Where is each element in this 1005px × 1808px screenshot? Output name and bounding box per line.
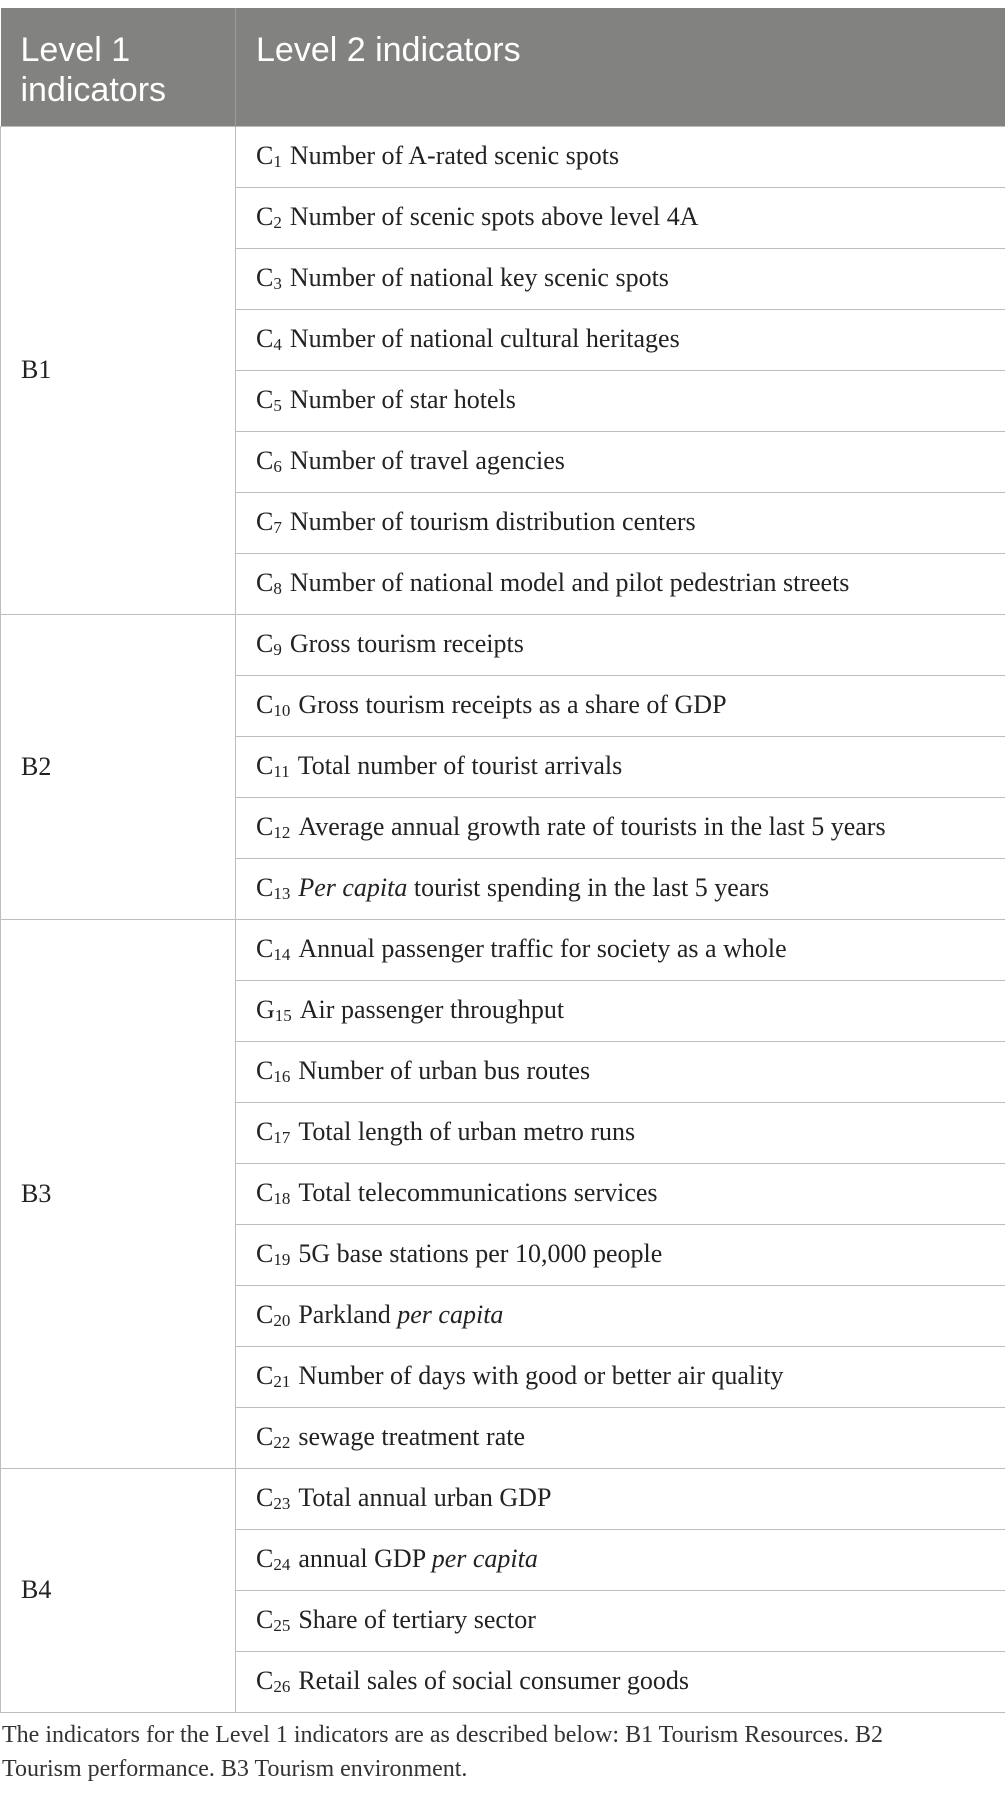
indicator-code-subscript: 24 (273, 1555, 291, 1574)
indicator-code-subscript: 8 (273, 579, 282, 598)
indicator-code (256, 202, 282, 231)
level2-indicator-cell (236, 675, 1005, 736)
level2-indicator-cell (236, 370, 1005, 431)
indicator-text-italic: Per capita (298, 873, 408, 902)
indicator-text-suffix: tourist spending in the last 5 years (407, 873, 770, 902)
footnote-line-2: Tourism performance. B3 Tourism environment. (2, 1756, 468, 1782)
indicator-code-letter: C (256, 1056, 274, 1085)
indicator-code-subscript: 3 (273, 274, 282, 293)
level2-indicator-cell (236, 309, 1005, 370)
level2-indicator-cell (236, 187, 1005, 248)
indicator-code (256, 1056, 290, 1085)
indicator-code-subscript: 2 (273, 213, 282, 232)
indicator-text-italic: per capita (397, 1300, 504, 1329)
header-level1-line2: indicators (20, 71, 167, 109)
indicator-text: Number of national key scenic spots (289, 263, 669, 292)
indicator-code-letter: C (256, 446, 274, 475)
level2-indicator-cell (236, 553, 1005, 614)
indicator-code-letter: C (256, 385, 274, 414)
indicator-code-subscript: 16 (273, 1067, 291, 1086)
indicator-text: Air passenger throughput (299, 995, 565, 1024)
indicator-text: Share of tertiary sector (298, 1605, 536, 1634)
indicator-table-container (0, 8, 1005, 1713)
indicator-code (256, 385, 282, 414)
indicator-code (256, 934, 290, 963)
indicator-code-subscript: 22 (273, 1433, 291, 1452)
indicator-code-letter: G (256, 995, 275, 1024)
level2-indicator-cell (236, 736, 1005, 797)
indicator-code-subscript: 5 (273, 396, 282, 415)
level2-indicator-cell (236, 614, 1005, 675)
indicator-code-letter: C (256, 1178, 274, 1207)
indicator-code-subscript: 25 (273, 1616, 291, 1635)
indicator-code-subscript: 7 (273, 518, 282, 537)
indicator-code-subscript: 4 (273, 335, 282, 354)
level2-indicator-cell (236, 1529, 1005, 1590)
indicator-code-letter: C (256, 629, 274, 658)
indicator-text: Number of national cultural heritages (289, 324, 680, 353)
indicator-text: Total length of urban metro runs (298, 1117, 636, 1146)
indicator-code-subscript: 9 (273, 640, 282, 659)
indicator-code-letter: C (256, 324, 274, 353)
indicator-text: Total annual urban GDP (298, 1483, 552, 1512)
level2-indicator-cell (236, 1285, 1005, 1346)
level2-indicator-cell (236, 919, 1005, 980)
indicator-code-subscript: 13 (273, 884, 291, 903)
indicator-code-letter: C (256, 1483, 274, 1512)
indicator-code (256, 507, 282, 536)
level2-indicator-cell (236, 1346, 1005, 1407)
indicator-code-letter: C (256, 1544, 274, 1573)
table-header-row (1, 8, 1005, 126)
indicator-code-letter: C (256, 1300, 274, 1329)
indicator-text: Gross tourism receipts as a share of GDP (298, 690, 727, 719)
indicator-text: Gross tourism receipts (289, 629, 524, 658)
header-level2-indicators: Level 2 indicators (236, 8, 1005, 126)
indicator-code-subscript: 12 (273, 823, 291, 842)
indicator-text: Annual passenger traffic for society as a whole (298, 934, 787, 963)
table-row (1, 614, 1005, 675)
level2-indicator-cell (236, 248, 1005, 309)
indicator-code-letter: C (256, 507, 274, 536)
indicator-code-letter: C (256, 202, 274, 231)
indicator-code-letter: C (256, 1422, 274, 1451)
header-level1-line1: Level 1 (20, 31, 131, 69)
indicator-code (256, 812, 290, 841)
level2-indicator-cell (236, 1041, 1005, 1102)
indicator-code-subscript: 26 (273, 1677, 291, 1696)
indicator-code-subscript: 15 (274, 1006, 292, 1025)
indicator-code-subscript: 1 (273, 152, 282, 171)
indicator-text: Number of urban bus routes (298, 1056, 591, 1085)
indicator-text: Number of star hotels (289, 385, 516, 414)
indicator-code-subscript: 17 (273, 1128, 291, 1147)
indicator-code-letter: C (256, 141, 274, 170)
indicator-code-subscript: 10 (273, 701, 291, 720)
table-row (1, 919, 1005, 980)
level1-indicator-cell: B1 (1, 126, 236, 614)
indicator-text: Retail sales of social consumer goods (298, 1666, 689, 1695)
indicator-code-letter: C (256, 873, 274, 902)
indicator-code (256, 1666, 290, 1695)
table-footnote (2, 1718, 1002, 1786)
indicator-code-letter: C (256, 1666, 274, 1695)
indicator-code (256, 324, 282, 353)
table-body (1, 126, 1005, 1712)
indicator-code (256, 1300, 290, 1329)
indicator-text: Total number of tourist arrivals (297, 751, 623, 780)
level1-indicator-cell: B3 (1, 919, 236, 1468)
indicator-code (256, 1544, 290, 1573)
indicator-code (256, 1483, 290, 1512)
table-row (1, 1468, 1005, 1529)
indicator-text: annual GDP (298, 1544, 432, 1573)
level2-indicator-cell (236, 1224, 1005, 1285)
indicator-code (256, 263, 282, 292)
indicator-code-letter: C (256, 263, 274, 292)
indicator-text: Number of days with good or better air quality (298, 1361, 784, 1390)
indicator-code (256, 1239, 290, 1268)
indicator-code-letter: C (256, 568, 274, 597)
indicator-code-subscript: 19 (273, 1250, 291, 1269)
indicator-code (256, 1117, 290, 1146)
indicator-code-letter: C (256, 934, 274, 963)
level2-indicator-cell (236, 1590, 1005, 1651)
indicator-code (256, 1361, 290, 1390)
level2-indicator-cell (236, 1102, 1005, 1163)
level2-indicator-cell (236, 797, 1005, 858)
level2-indicator-cell (236, 980, 1005, 1041)
table-row (1, 126, 1005, 187)
indicator-code-subscript: 14 (273, 945, 291, 964)
indicator-code (256, 446, 282, 475)
level1-indicator-cell: B2 (1, 614, 236, 919)
indicator-text: Number of A-rated scenic spots (289, 141, 620, 170)
indicator-code-subscript: 18 (273, 1189, 291, 1208)
level1-indicator-cell: B4 (1, 1468, 236, 1712)
indicator-code-letter: C (256, 751, 274, 780)
indicator-code-letter: C (256, 812, 274, 841)
indicator-text: Number of tourism distribution centers (289, 507, 696, 536)
indicator-code (256, 1422, 290, 1451)
indicator-code (256, 690, 290, 719)
indicator-code (256, 873, 290, 902)
level2-indicator-cell (236, 126, 1005, 187)
indicator-code-subscript: 21 (273, 1372, 291, 1391)
indicator-code-letter: C (256, 1605, 274, 1634)
header-level1-indicators (1, 8, 236, 126)
indicator-text: Number of travel agencies (289, 446, 565, 475)
level2-indicator-cell (236, 1468, 1005, 1529)
indicator-code (256, 1178, 290, 1207)
indicator-text: Number of scenic spots above level 4A (289, 202, 699, 231)
indicator-code (256, 568, 282, 597)
level2-indicator-cell (236, 431, 1005, 492)
footnote-line-1: The indicators for the Level 1 indicators are as described below: B1 Tourism Resources. B2 (2, 1722, 883, 1748)
indicator-text: Parkland (298, 1300, 398, 1329)
indicator-text: Total telecommunications services (298, 1178, 658, 1207)
indicator-code-subscript: 11 (273, 762, 290, 781)
level2-indicator-cell (236, 492, 1005, 553)
indicator-text: sewage treatment rate (298, 1422, 525, 1451)
indicator-text: 5G base stations per 10,000 people (298, 1239, 663, 1268)
indicator-code (256, 751, 290, 780)
indicator-code (256, 1605, 290, 1634)
indicator-code (256, 629, 282, 658)
level2-indicator-cell (236, 858, 1005, 919)
indicator-code (256, 995, 292, 1024)
level2-indicator-cell (236, 1407, 1005, 1468)
indicator-code-letter: C (256, 1361, 274, 1390)
indicator-text: Number of national model and pilot pedestrian streets (289, 568, 850, 597)
indicator-code-letter: C (256, 1239, 274, 1268)
indicator-code-subscript: 20 (273, 1311, 291, 1330)
indicator-code-letter: C (256, 690, 274, 719)
indicator-code-subscript: 6 (273, 457, 282, 476)
indicator-text-italic: per capita (431, 1544, 538, 1573)
indicator-code-letter: C (256, 1117, 274, 1146)
level2-indicator-cell (236, 1163, 1005, 1224)
level2-indicator-cell (236, 1651, 1005, 1712)
indicator-text: Average annual growth rate of tourists in the last 5 years (298, 812, 886, 841)
indicator-code-subscript: 23 (273, 1494, 291, 1513)
indicator-code (256, 141, 282, 170)
indicator-table (0, 8, 1005, 1713)
